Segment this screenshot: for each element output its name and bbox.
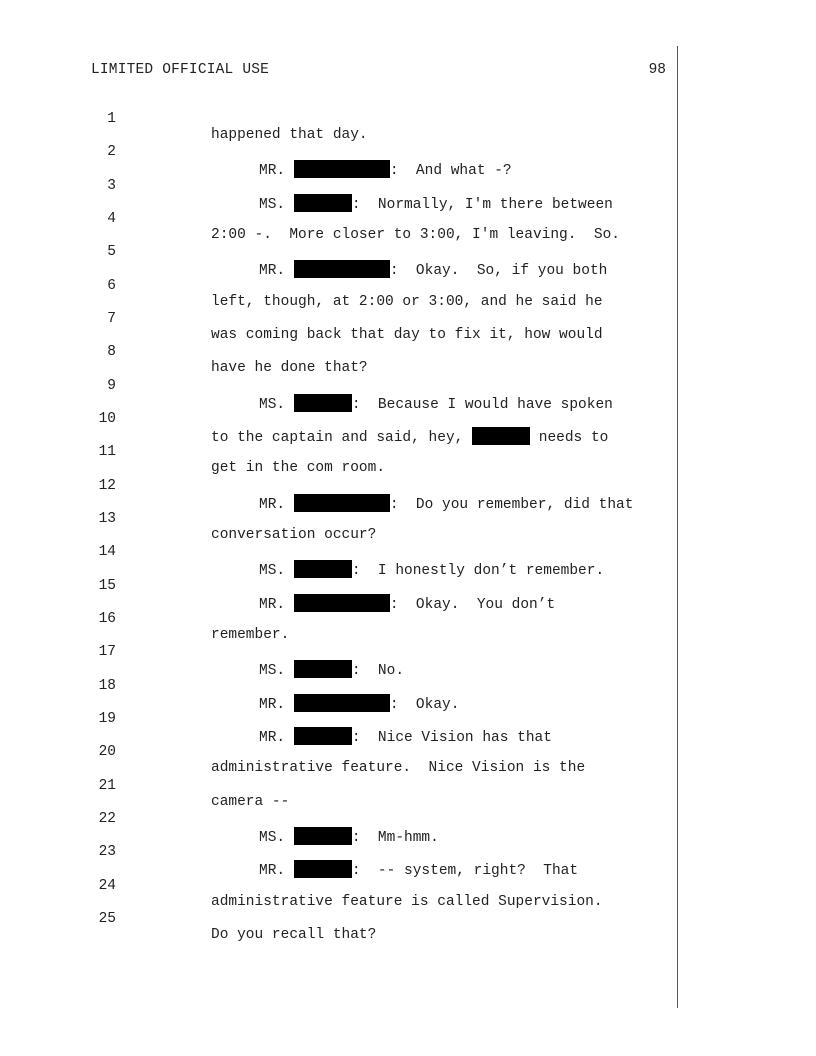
speaker-turn xyxy=(259,194,613,213)
line-text: remember. xyxy=(211,627,290,643)
spoken-text: : No. xyxy=(351,663,405,679)
line-text: 2:00 -. More closer to 3:00, I'm leaving. So. xyxy=(211,227,620,243)
line-text: happened that day. xyxy=(211,127,368,143)
line-number: 18 xyxy=(98,678,116,694)
line-text: Do you recall that? xyxy=(211,927,377,943)
line-number: 9 xyxy=(107,378,116,394)
spoken-text: : Nice Vision has that xyxy=(351,730,552,746)
classification-header: LIMITED OFFICIAL USE xyxy=(91,62,270,78)
transcript-line xyxy=(0,895,377,943)
line-text: administrative feature is called Supervision. xyxy=(211,894,603,910)
redacted-name xyxy=(294,560,352,578)
line-text: conversation occur? xyxy=(211,527,377,543)
redacted-name xyxy=(294,494,390,512)
line-text: have he done that? xyxy=(211,360,368,376)
speaker-title: MR. xyxy=(259,863,286,879)
line-number: 4 xyxy=(107,211,116,227)
line-text: was coming back that day to fix it, how would xyxy=(211,327,603,343)
spoken-text: : And what -? xyxy=(389,163,512,179)
speaker-turn xyxy=(259,560,604,579)
line-number: 22 xyxy=(98,811,116,827)
speaker-title: MR. xyxy=(259,497,286,513)
redacted-name xyxy=(472,427,530,445)
line-number: 10 xyxy=(98,411,116,427)
transcript-line xyxy=(0,328,368,376)
transcript-line xyxy=(0,95,368,143)
speaker-turn xyxy=(259,394,613,413)
spoken-text: : Okay. You don’t xyxy=(389,597,556,613)
speaker-title: MR. xyxy=(259,597,286,613)
spoken-text: : Okay. xyxy=(389,697,460,713)
speaker-title: MR. xyxy=(259,263,286,279)
line-number: 24 xyxy=(98,878,116,894)
speaker-title: MS. xyxy=(259,397,286,413)
speaker-turn xyxy=(259,494,633,513)
redacted-name xyxy=(294,727,352,745)
spoken-text: : Normally, I'm there between xyxy=(351,197,613,213)
line-number: 13 xyxy=(98,511,116,527)
spoken-text: : I honestly don’t remember. xyxy=(351,563,605,579)
line-text: administrative feature. Nice Vision is the xyxy=(211,760,586,776)
line-text: get in the com room. xyxy=(211,460,386,476)
spoken-text: needs to xyxy=(530,430,609,446)
speaker-turn xyxy=(259,827,439,846)
line-number: 14 xyxy=(98,544,116,560)
line-number: 8 xyxy=(107,344,116,360)
speaker-title: MS. xyxy=(259,663,286,679)
line-number: 16 xyxy=(98,611,116,627)
line-number: 15 xyxy=(98,578,116,594)
speaker-title: MR. xyxy=(259,697,286,713)
line-number: 21 xyxy=(98,778,116,794)
line-number: 19 xyxy=(98,711,116,727)
line-number: 5 xyxy=(107,244,116,260)
redacted-name xyxy=(294,660,352,678)
redacted-name xyxy=(294,827,352,845)
right-margin-rule xyxy=(677,46,678,1008)
line-text xyxy=(211,427,608,446)
spoken-text: : Because I would have spoken xyxy=(351,397,613,413)
page-number: 98 xyxy=(648,62,666,78)
line-number: 1 xyxy=(107,111,116,127)
speaker-title: MS. xyxy=(259,197,286,213)
speaker-turn xyxy=(259,860,578,879)
transcript-line xyxy=(0,762,290,810)
spoken-text: to the captain and said, hey, xyxy=(211,430,473,446)
speaker-turn xyxy=(259,594,555,613)
line-text: camera -- xyxy=(211,794,290,810)
speaker-title: MR. xyxy=(259,163,286,179)
line-number: 7 xyxy=(107,311,116,327)
redacted-name xyxy=(294,394,352,412)
speaker-title: MR. xyxy=(259,730,286,746)
line-number: 2 xyxy=(107,144,116,160)
speaker-title: MS. xyxy=(259,563,286,579)
line-number: 12 xyxy=(98,478,116,494)
spoken-text: : Mm-hmm. xyxy=(351,830,439,846)
line-number: 6 xyxy=(107,278,116,294)
redacted-name xyxy=(294,860,352,878)
line-number: 17 xyxy=(98,644,116,660)
redacted-name xyxy=(294,160,390,178)
line-number: 23 xyxy=(98,844,116,860)
speaker-title: MS. xyxy=(259,830,286,846)
speaker-turn xyxy=(259,727,552,746)
line-number: 25 xyxy=(98,911,116,927)
speaker-turn xyxy=(259,694,459,713)
line-number: 11 xyxy=(98,444,116,460)
speaker-turn xyxy=(259,160,512,179)
spoken-text: : -- system, right? That xyxy=(351,863,579,879)
redacted-name xyxy=(294,194,352,212)
spoken-text: : Okay. So, if you both xyxy=(389,263,608,279)
redacted-name xyxy=(294,694,390,712)
speaker-turn xyxy=(259,260,607,279)
redacted-name xyxy=(294,260,390,278)
line-number: 20 xyxy=(98,744,116,760)
line-text: left, though, at 2:00 or 3:00, and he said he xyxy=(211,294,603,310)
spoken-text: : Do you remember, did that xyxy=(389,497,634,513)
line-number: 3 xyxy=(107,178,116,194)
speaker-turn xyxy=(259,660,404,679)
redacted-name xyxy=(294,594,390,612)
